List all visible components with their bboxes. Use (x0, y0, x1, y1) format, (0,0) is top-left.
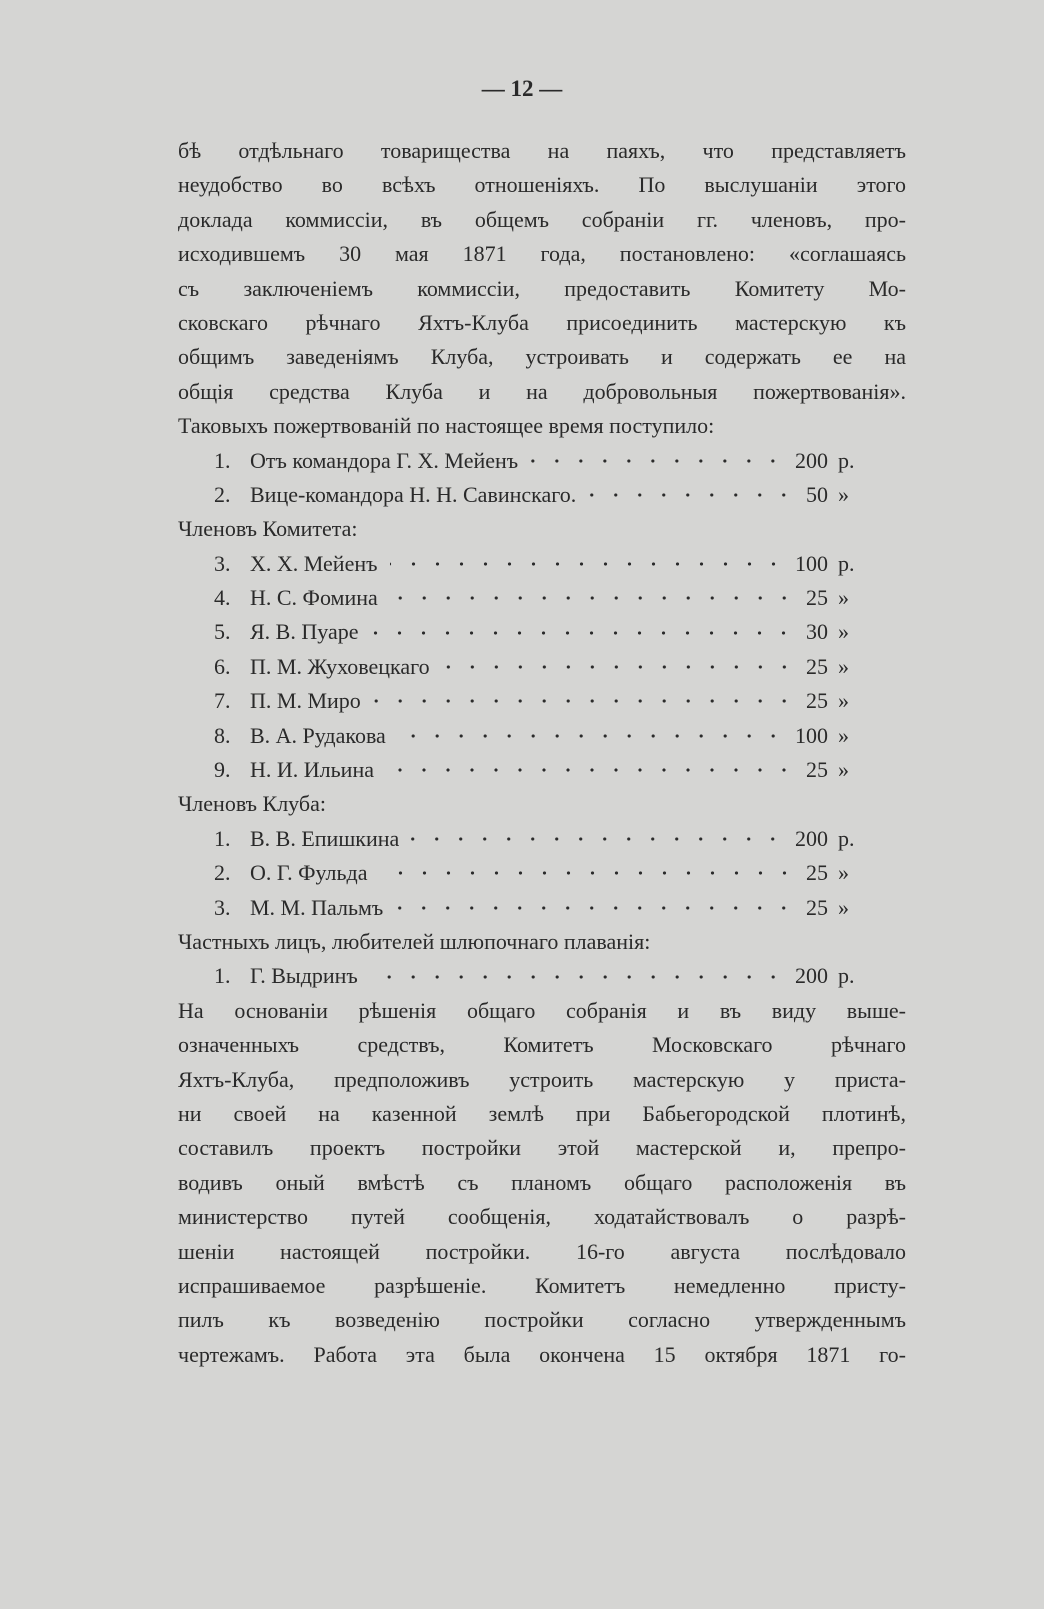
group-heading: Членовъ Клуба: (178, 791, 326, 817)
paragraph-line: составилъ проектъ постройки этой мастерской и, препро- (178, 1135, 906, 1161)
currency-unit: » (838, 722, 849, 748)
paragraph-line: съ заключеніемъ коммиссіи, предоставить Комитету Мо- (178, 275, 906, 301)
paragraph-line: шеніи настоящей постройки. 16-го августа послѣдовало (178, 1238, 906, 1264)
donation-row (178, 684, 906, 718)
item-number: 2. (214, 860, 231, 886)
paragraph-line: водивъ оный вмѣстѣ съ планомъ общаго расположенія въ (178, 1169, 906, 1195)
page-number: — 12 — (481, 76, 563, 101)
dot-leader (588, 490, 796, 500)
donor-name: В. В. Епишкина (250, 825, 400, 851)
donation-amount: 100 (795, 550, 828, 576)
dot-leader (530, 456, 785, 466)
donor-name: Н. С. Фомина (250, 585, 378, 611)
donation-row (178, 753, 906, 787)
currency-unit: » (838, 894, 849, 920)
donation-amount: 25 (806, 757, 828, 783)
paragraph-line: общія средства Клуба и на добровольныя пожертвованія». (178, 378, 906, 404)
donation-row (178, 822, 906, 856)
donation-row (178, 615, 906, 649)
donation-row (178, 650, 906, 684)
currency-unit: » (838, 688, 849, 714)
item-number: 3. (214, 550, 231, 576)
paragraph-line: министерство путей сообщенія, ходатайствовалъ о разрѣ- (178, 1204, 906, 1230)
currency-unit: » (838, 481, 849, 507)
donation-row (178, 719, 906, 753)
currency-unit: р. (838, 447, 855, 473)
donor-name: Отъ командора Г. Х. Мейенъ (250, 447, 519, 473)
donations-intro: Таковыхъ пожертвованій по настоящее время поступило: (178, 413, 715, 439)
dot-leader (386, 765, 796, 775)
donation-row (178, 547, 906, 581)
currency-unit: » (838, 585, 849, 611)
donor-name: Н. И. Ильина (250, 757, 374, 783)
donor-name: Г. Выдринъ (250, 963, 358, 989)
donor-name: О. Г. Фульда (250, 860, 368, 886)
donation-amount: 200 (795, 447, 828, 473)
donation-row (178, 581, 906, 615)
donation-row (178, 444, 906, 478)
paragraph-line: означенныхъ средствъ, Комитетъ Московскаго рѣчнаго (178, 1032, 906, 1058)
donation-amount: 50 (806, 481, 828, 507)
currency-unit: р. (838, 825, 855, 851)
paragraph-line: общимъ заведеніямъ Клуба, устроивать и содержать ее на (178, 344, 906, 370)
item-number: 6. (214, 653, 231, 679)
group-heading: Частныхъ лицъ, любителей шлюпочнаго плаванія: (178, 928, 651, 954)
group-heading: Членовъ Комитета: (178, 516, 358, 542)
paragraph-line: ни своей на казенной землѣ при Бабьегородской плотинѣ, (178, 1100, 906, 1126)
donor-name: Х. Х. Мейенъ (250, 550, 378, 576)
donation-row (178, 891, 906, 925)
page-body (178, 134, 906, 1372)
donation-row (178, 478, 906, 512)
currency-unit: » (838, 757, 849, 783)
donation-amount: 25 (806, 688, 828, 714)
paragraph-line: На основаніи рѣшенія общаго собранія и въ виду выше- (178, 997, 906, 1023)
paragraph-line: испрашиваемое разрѣшеніе. Комитетъ немедленно присту- (178, 1272, 906, 1298)
donation-amount: 25 (806, 894, 828, 920)
donor-name: П. М. Миро (250, 688, 361, 714)
dot-leader (411, 834, 785, 844)
donation-amount: 200 (795, 963, 828, 989)
paragraph-line: Яхтъ-Клуба, предположивъ устроить мастерскую у приста- (178, 1066, 906, 1092)
item-number: 1. (214, 825, 231, 851)
donation-row (178, 959, 906, 993)
item-number: 9. (214, 757, 231, 783)
donation-amount: 25 (806, 860, 828, 886)
donation-row (178, 856, 906, 890)
donor-name: В. А. Рудакова (250, 722, 386, 748)
donation-amount: 30 (806, 619, 828, 645)
dot-leader (373, 696, 796, 706)
donor-name: Я. В. Пуаре (250, 619, 359, 645)
item-number: 1. (214, 963, 231, 989)
dot-leader (390, 593, 796, 603)
donation-amount: 25 (806, 653, 828, 679)
currency-unit: » (838, 619, 849, 645)
item-number: 2. (214, 481, 231, 507)
currency-unit: р. (838, 550, 855, 576)
dot-leader (398, 731, 785, 741)
item-number: 4. (214, 585, 231, 611)
paragraph-line: чертежамъ. Работа эта была окончена 15 октября 1871 го- (178, 1341, 906, 1367)
item-number: 5. (214, 619, 231, 645)
item-number: 1. (214, 447, 231, 473)
dot-leader (442, 662, 796, 672)
dot-leader (380, 868, 796, 878)
item-number: 7. (214, 688, 231, 714)
currency-unit: р. (838, 963, 855, 989)
paragraph-line: бѣ отдѣльнаго товарищества на паяхъ, что представляетъ (178, 138, 906, 163)
donor-name: П. М. Жуховецкаго (250, 653, 430, 679)
currency-unit: » (838, 860, 849, 886)
currency-unit: » (838, 653, 849, 679)
paragraph-line: доклада коммиссіи, въ общемъ собраніи гг. членовъ, про- (178, 206, 906, 232)
donation-amount: 200 (795, 825, 828, 851)
paragraph-line: сковскаго рѣчнаго Яхтъ-Клуба присоединить мастерскую къ (178, 309, 906, 335)
item-number: 8. (214, 722, 231, 748)
paragraph-line: неудобство во всѣхъ отношеніяхъ. По выслушаніи этого (178, 172, 906, 198)
donor-name: Вице-командора Н. Н. Савинскаго. (250, 481, 577, 507)
donor-name: М. М. Пальмъ (250, 894, 384, 920)
donation-amount: 100 (795, 722, 828, 748)
dot-leader (370, 628, 796, 638)
paragraph-line: пилъ къ возведенію постройки согласно утвержденнымъ (178, 1307, 906, 1333)
paragraph-line: исходившемъ 30 мая 1871 года, постановлено: «соглашаясь (178, 241, 906, 267)
dot-leader (370, 972, 785, 982)
item-number: 3. (214, 894, 231, 920)
dot-leader (395, 903, 796, 913)
donation-amount: 25 (806, 585, 828, 611)
dot-leader (390, 559, 786, 569)
